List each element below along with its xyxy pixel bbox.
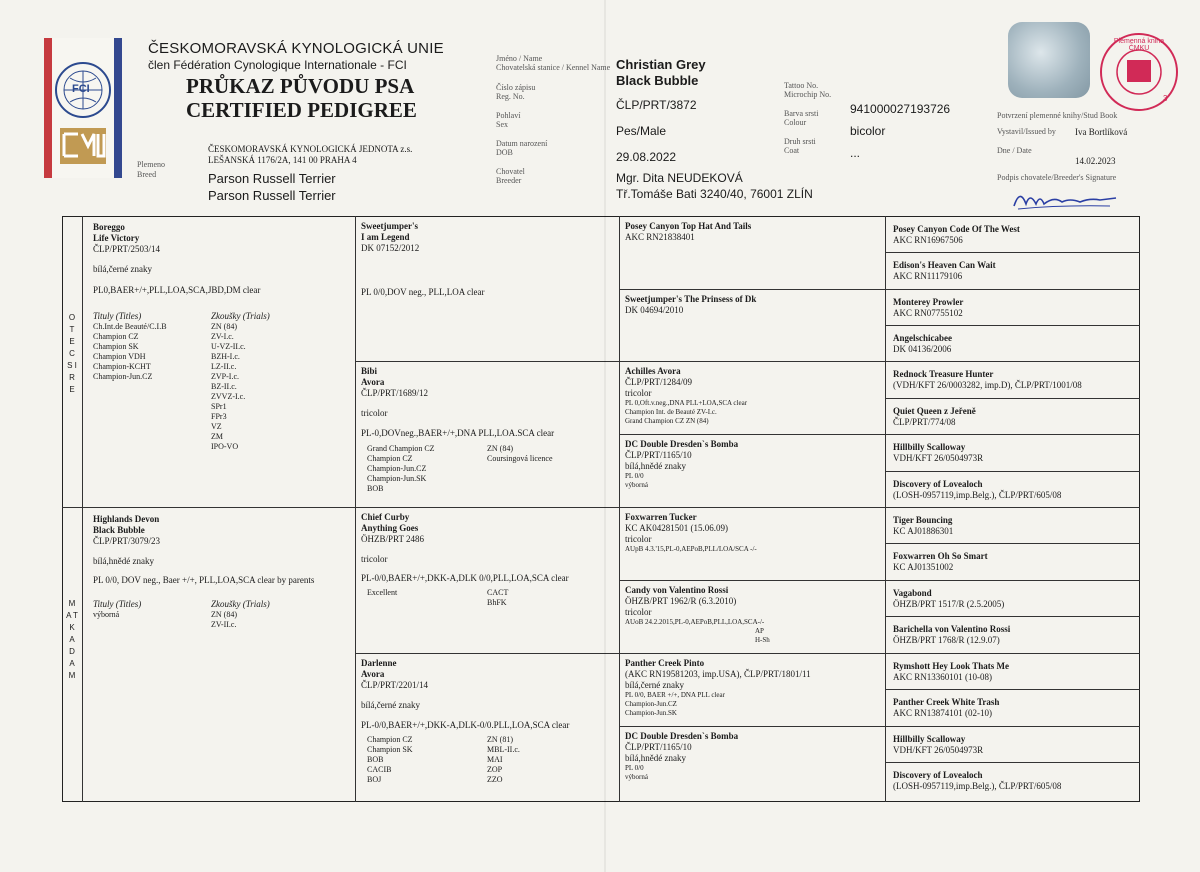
- sire-trial: SPr1: [211, 402, 227, 411]
- dam-color: bílá,hnědé znaky: [93, 556, 154, 566]
- dam-sire-trial: CACT: [487, 588, 509, 597]
- sire-dam-health: PL-0,DOVneg.,BAER+/+,DNA PLL,LOA.SCA clear: [361, 428, 555, 438]
- dam-health: PL 0/0, DOV neg., Baer +/+, PLL,LOA,SCA clear by parents: [93, 575, 315, 585]
- issued-by-value: Iva Bortlíková: [1075, 127, 1128, 137]
- dam-sire-reg: ÖHZB/PRT 2486: [361, 534, 425, 544]
- gen4-name: Edison's Heaven Can Wait: [893, 260, 996, 270]
- dam-title: výborná: [93, 610, 120, 619]
- gen4-cell: [887, 655, 1139, 688]
- gen4-cell: [887, 728, 1139, 761]
- gen3-line: Champion-Jun.SK: [625, 709, 677, 717]
- dog-name-line-2: Black Bubble: [616, 73, 699, 88]
- gen4-name: Vagabond: [893, 588, 932, 598]
- sire-dam-title: Champion-Jun.SK: [367, 474, 427, 483]
- grid-line: [885, 762, 1140, 763]
- grid-line: [885, 216, 886, 802]
- sire-color: bílá,černé znaky: [93, 264, 152, 274]
- gen3-cell: [621, 291, 884, 361]
- sire-dam-color: tricolor: [361, 408, 388, 418]
- gen4-cell: [887, 473, 1139, 506]
- fci-member: člen Fédération Cynologique Internationale - FCI: [148, 58, 407, 72]
- dam-cell: [83, 510, 354, 800]
- sire-sire-cell: [357, 218, 618, 360]
- grid-line: [885, 398, 1140, 399]
- sire-title: Champion-KCHT: [93, 362, 151, 371]
- name-label-en: Chovatelská stanice / Kennel Name: [496, 63, 611, 72]
- dog-reg-no: ČLP/PRT/3872: [616, 98, 697, 112]
- gen3-line: tricolor: [625, 607, 652, 617]
- paper-fold: [604, 0, 606, 872]
- sire-trial: BZH-I.c.: [211, 352, 240, 361]
- gen4-reg: ČLP/PRT/774/08: [893, 417, 956, 427]
- dam-dam-cell: [357, 655, 618, 800]
- gen3-line: ČLP/PRT/1165/10: [625, 450, 692, 460]
- gen3-line: bílá,hnědé znaky: [625, 753, 686, 763]
- gen4-name: Foxwarren Oh So Smart: [893, 551, 988, 561]
- dam-trials-label: Zkoušky (Trials): [211, 599, 270, 609]
- side-label-dam: M A T K A D A M: [66, 599, 78, 680]
- title-en: CERTIFIED PEDIGREE: [186, 98, 417, 122]
- org-name: ČESKOMORAVSKÁ KYNOLOGICKÁ UNIE: [148, 40, 444, 57]
- sire-dam-reg: ČLP/PRT/1689/12: [361, 388, 428, 398]
- gen3-line: tricolor: [625, 534, 652, 544]
- gen4-name: Posey Canyon Code Of The West: [893, 224, 1020, 234]
- sire-title: Champion CZ: [93, 332, 139, 341]
- signature-label: Podpis chovatele/Breeder's Signature: [997, 173, 1117, 182]
- gen4-cell: [887, 327, 1139, 360]
- gen3-name: Achilles Avora: [625, 366, 681, 376]
- dam-reg: ČLP/PRT/3079/23: [93, 536, 160, 546]
- sire-dam-trial: ZN (84): [487, 444, 513, 453]
- gen4-cell: [887, 545, 1139, 579]
- gen4-reg: ÖHZB/PRT 1517/R (2.5.2005): [893, 599, 1005, 609]
- sire-cell: [83, 218, 354, 506]
- gen3-line: bílá,černé znaky: [625, 680, 684, 690]
- sire-dam-trial: Coursingová licence: [487, 454, 553, 463]
- gen3-line: DK 04694/2010: [625, 305, 684, 315]
- dam-dam-title: BOB: [367, 755, 384, 764]
- gen4-name: Hillbilly Scalloway: [893, 734, 966, 744]
- dam-dam-title: BOJ: [367, 775, 382, 784]
- dam-dam-trial: ZN (81): [487, 735, 513, 744]
- dam-trial: ZN (84): [211, 610, 237, 619]
- gen3-name: DC Double Dresden`s Bomba: [625, 731, 739, 741]
- gen3-line: PL 0,Oft.v.neg.,DNA PLL+LOA,SCA clear: [625, 399, 748, 407]
- gen4-name: Quiet Queen z Jeřeně: [893, 406, 976, 416]
- gen4-name: Panther Creek White Trash: [893, 697, 1000, 707]
- sire-trial: ZN (84): [211, 322, 237, 331]
- breeder-name: Mgr. Dita NEUDEKOVÁ: [616, 171, 743, 185]
- reg-label-en: Reg. No.: [496, 92, 525, 101]
- dam-dam-color: bílá,černé znaky: [361, 700, 420, 710]
- stud-book-label: Potvrzení plemenné knihy/Stud Book: [997, 111, 1118, 120]
- breeder-label-en: Breeder: [496, 176, 522, 185]
- dam-sire-trial: BhFK: [487, 598, 507, 607]
- gen3-line: H-Sh: [755, 636, 770, 644]
- colour-value: bicolor: [850, 124, 886, 138]
- sire-reg: ČLP/PRT/2503/14: [93, 244, 160, 254]
- gen3-cell: [621, 655, 884, 725]
- fci-logo-text: FCI: [72, 83, 90, 95]
- gen4-reg: AKC RN07755102: [893, 308, 963, 318]
- sire-title: Ch.Int.de Beauté/C.I.B: [93, 322, 167, 331]
- dam-sire-health: PL-0/0,BAER+/+,DKK-A,DLK 0/0,PLL,LOA,SCA clear: [361, 573, 569, 583]
- gen4-cell: [887, 254, 1139, 288]
- breed-value-en: Parson Russell Terrier: [208, 188, 336, 203]
- dam-dam-trial: MBL-II.c.: [487, 745, 520, 754]
- breeder-address: Tř.Tomáše Bati 3240/40, 76001 ZLÍN: [616, 187, 813, 201]
- sire-sire-reg: DK 07152/2012: [361, 243, 420, 253]
- club-line-1: ČESKOMORAVSKÁ KYNOLOGICKÁ JEDNOTA z.s.: [208, 144, 413, 154]
- hologram-seal: [1008, 22, 1090, 98]
- sire-sire-health: PL 0/0,DOV neg., PLL,LOA clear: [361, 287, 485, 297]
- gen3-line: Champion-Jun.CZ: [625, 700, 677, 708]
- dam-sire-title: Excellent: [367, 588, 398, 597]
- sire-trial: ZV-I.c.: [211, 332, 234, 341]
- gen3-line: tricolor: [625, 388, 652, 398]
- dam-titles-label: Tituly (Titles): [93, 599, 142, 609]
- gen3-line: AUoB 24.2.2015,PL-0,AEPoB,PLL,LOA,SCA-/-: [625, 618, 765, 626]
- sire-trial: ZVVZ-I.c.: [211, 392, 246, 401]
- stamp-number: 3: [1163, 94, 1168, 103]
- dam-dam-health: PL-0/0,BAER+/+,DKK-A,DLK-0/0.PLL,LOA,SCA clear: [361, 720, 570, 730]
- gen3-line: Champion Int. de Beauté ZV-I.c.: [625, 408, 717, 416]
- grid-line: [885, 252, 1140, 253]
- reg-label-cz: Číslo zápisu: [496, 83, 536, 92]
- gen4-reg: ÖHZB/PRT 1768/R (12.9.07): [893, 635, 1000, 645]
- issued-by-label: Vystavil/Issued by: [997, 127, 1056, 136]
- gen3-line: Grand Champion CZ ZN (84): [625, 417, 709, 425]
- breeder-label-cz: Chovatel: [496, 167, 525, 176]
- gen4-name: Monterey Prowler: [893, 297, 964, 307]
- gen4-reg: AKC RN16967506: [893, 235, 963, 245]
- grid-line: [619, 434, 1140, 435]
- dam-dam-name-2: Avora: [361, 669, 385, 679]
- gen3-name: Sweetjumper's The Prinsess of Dk: [625, 294, 757, 304]
- gen3-line: ČLP/PRT/1165/10: [625, 742, 692, 752]
- dob-label-en: DOB: [496, 148, 513, 157]
- dam-dam-reg: ČLP/PRT/2201/14: [361, 680, 428, 690]
- colour-label-cz: Barva srsti: [784, 109, 819, 118]
- gen3-cell: [621, 509, 884, 579]
- grid-line: [355, 216, 356, 802]
- gen4-cell: [887, 582, 1139, 615]
- sire-title: Champion-Jun.CZ: [93, 372, 153, 381]
- coat-label-en: Coat: [784, 146, 800, 155]
- dam-dam-title: Champion CZ: [367, 735, 413, 744]
- sire-trial: VZ: [211, 422, 222, 431]
- gen4-cell: [887, 509, 1139, 542]
- gen3-line: KC AK04281501 (15.06.09): [625, 523, 728, 533]
- dam-dam-title: Champion SK: [367, 745, 413, 754]
- gen4-name: Hillbilly Scalloway: [893, 442, 966, 452]
- gen4-reg: AKC RN13874101 (02-10): [893, 708, 992, 718]
- gen4-reg: KC AJ01886301: [893, 526, 954, 536]
- coat-label-cz: Druh srsti: [784, 137, 816, 146]
- sire-trial: ZVP-I.c.: [211, 372, 239, 381]
- club-line-2: LEŠANSKÁ 1176/2A, 141 00 PRAHA 4: [208, 155, 357, 165]
- gen4-cell: [887, 363, 1139, 397]
- dog-sex: Pes/Male: [616, 124, 667, 138]
- tattoo-label-cz: Tattoo No.: [784, 81, 819, 90]
- gen4-reg: AKC RN13360101 (10-08): [893, 672, 992, 682]
- name-label-cz: Jméno / Name: [496, 54, 543, 63]
- gen4-name: Discovery of Lovealoch: [893, 479, 983, 489]
- grid-line: [885, 543, 1140, 544]
- sire-trials-label: Zkoušky (Trials): [211, 311, 270, 321]
- stamp-text: Plemenná kniha ČMKU: [1113, 38, 1165, 52]
- gen4-cell: [887, 618, 1139, 652]
- gen3-name: Candy von Valentino Rossi: [625, 585, 729, 595]
- grid-line: [885, 471, 1140, 472]
- sire-trial: BZ-II.c.: [211, 382, 237, 391]
- gen4-cell: [887, 764, 1139, 800]
- grid-line: [355, 653, 1140, 654]
- gen3-cell: [621, 363, 884, 433]
- gen4-cell: [887, 400, 1139, 433]
- cmku-logo: [44, 38, 122, 178]
- side-label-sire: O T E C S I R E: [67, 313, 77, 394]
- dam-sire-name-2: Anything Goes: [361, 523, 419, 533]
- grid-line: [62, 507, 1140, 508]
- gen4-cell: [887, 291, 1139, 324]
- issue-date: 14.02.2023: [1075, 156, 1116, 166]
- sire-health: PL0,BAER+/+,PLL,LOA,SCA,JBD,DM clear: [93, 285, 261, 295]
- gen3-line: ÖHZB/PRT 1962/R (6.3.2010): [625, 596, 737, 606]
- microchip-value: 941000027193726: [850, 102, 951, 116]
- gen4-name: Tiger Bouncing: [893, 515, 953, 525]
- dam-dam-trial: MAI: [487, 755, 503, 764]
- dam-sire-name-1: Chief Curby: [361, 512, 410, 522]
- gen3-line: AUpB 4.3.'15,PL-0,AEPoB,PLL/LOA/SCA -/-: [625, 545, 757, 553]
- gen4-name: Rednock Treasure Hunter: [893, 369, 994, 379]
- sire-title: Champion VDH: [93, 352, 146, 361]
- sire-dam-title: BOB: [367, 484, 384, 493]
- sex-label-en: Sex: [496, 120, 508, 129]
- gen4-reg: VDH/KFT 26/0504973R: [893, 453, 984, 463]
- gen3-line: AP: [755, 627, 764, 635]
- gen3-line: PL 0/0: [625, 764, 644, 772]
- grid-line: [619, 726, 1140, 727]
- dam-name-2: Black Bubble: [93, 525, 145, 535]
- gen4-name: Discovery of Lovealoch: [893, 770, 983, 780]
- sire-titles-label: Tituly (Titles): [93, 311, 142, 321]
- grid-line: [885, 616, 1140, 617]
- gen3-line: výborná: [625, 773, 648, 781]
- gen3-line: AKC RN21838401: [625, 232, 695, 242]
- gen4-reg: (VDH/KFT 26/0003282, imp.D), ČLP/PRT/1001/08: [893, 380, 1082, 390]
- stud-book-stamp: [1097, 30, 1181, 114]
- gen3-line: PL 0/0, BAER +/+, DNA PLL clear: [625, 691, 725, 699]
- gen4-cell: [887, 691, 1139, 725]
- gen3-line: bílá,hnědé znaky: [625, 461, 686, 471]
- tattoo-label-en: Microchip No.: [784, 90, 832, 99]
- grid-line: [885, 689, 1140, 690]
- dam-name-1: Highlands Devon: [93, 514, 160, 524]
- grid-line: [355, 361, 1140, 362]
- dam-sire-cell: [357, 509, 618, 652]
- gen3-cell: [621, 436, 884, 506]
- breed-value-cz: Parson Russell Terrier: [208, 171, 336, 186]
- sire-dam-name-2: Avora: [361, 377, 385, 387]
- gen4-cell: [887, 436, 1139, 470]
- sire-title: Champion SK: [93, 342, 139, 351]
- dog-dob: 29.08.2022: [616, 150, 677, 164]
- sire-dam-title: Champion-Jun.CZ: [367, 464, 427, 473]
- gen4-name: Rymshott Hey Look Thats Me: [893, 661, 1010, 671]
- gen4-cell: [887, 218, 1139, 251]
- date-label: Dne / Date: [997, 146, 1032, 155]
- title-cz: PRŮKAZ PŮVODU PSA: [186, 74, 415, 98]
- dam-dam-trial: ZOP: [487, 765, 503, 774]
- dam-trial: ZV-II.c.: [211, 620, 237, 629]
- gen4-reg: AKC RN11179106: [893, 271, 963, 281]
- gen3-line: PL 0/0: [625, 472, 644, 480]
- gen3-name: DC Double Dresden`s Bomba: [625, 439, 739, 449]
- sex-label-cz: Pohlaví: [496, 111, 521, 120]
- grid-line: [619, 289, 1140, 290]
- sire-sire-name-1: Sweetjumper's: [361, 221, 418, 231]
- sire-dam-name-1: Bibi: [361, 366, 378, 376]
- breeder-signature: [1010, 184, 1120, 214]
- gen4-name: Angelschicabee: [893, 333, 952, 343]
- breed-label-en: Breed: [137, 170, 157, 179]
- grid-line: [619, 216, 620, 802]
- sire-sire-name-2: I am Legend: [361, 232, 410, 242]
- gen4-reg: VDH/KFT 26/0504973R: [893, 745, 984, 755]
- coat-value: ...: [850, 146, 861, 160]
- sire-dam-title: Champion CZ: [367, 454, 413, 463]
- gen3-line: ČLP/PRT/1284/09: [625, 377, 692, 387]
- gen3-cell: [621, 218, 884, 288]
- sire-trial: U-VZ-II.c.: [211, 342, 246, 351]
- gen3-name: Posey Canyon Top Hat And Tails: [625, 221, 752, 231]
- dog-name-line-1: Christian Grey: [616, 57, 706, 72]
- grid-line: [885, 325, 1140, 326]
- gen3-name: Panther Creek Pinto: [625, 658, 705, 668]
- dam-dam-title: CACIB: [367, 765, 392, 774]
- gen3-line: (AKC RN19581203, imp.USA), ČLP/PRT/1801/11: [625, 669, 811, 679]
- gen3-cell: [621, 582, 884, 652]
- gen4-reg: (LOSH-0957119,imp.Belg.), ČLP/PRT/605/08: [893, 490, 1062, 500]
- gen3-line: výborná: [625, 481, 648, 489]
- breed-label-cz: Plemeno: [137, 160, 165, 169]
- gen4-name: Barichella von Valentino Rossi: [893, 624, 1011, 634]
- sire-name-1: Boreggo: [93, 222, 125, 232]
- gen4-reg: DK 04136/2006: [893, 344, 952, 354]
- sire-name-2: Life Victory: [93, 233, 140, 243]
- sire-trial: ZM: [211, 432, 223, 441]
- dam-dam-trial: ZZO: [487, 775, 503, 784]
- sire-dam-cell: [357, 363, 618, 506]
- sire-trial: LZ-II.c.: [211, 362, 237, 371]
- sire-trial: FPr3: [211, 412, 227, 421]
- colour-label-en: Colour: [784, 118, 807, 127]
- dam-sire-color: tricolor: [361, 554, 388, 564]
- gen3-cell: [621, 728, 884, 800]
- gen4-reg: (LOSH-0957119,imp.Belg.), ČLP/PRT/605/08: [893, 781, 1062, 791]
- gen3-name: Foxwarren Tucker: [625, 512, 697, 522]
- sire-trial: IPO-VO: [211, 442, 239, 451]
- grid-line: [619, 580, 1140, 581]
- sire-dam-title: Grand Champion CZ: [367, 444, 435, 453]
- dam-dam-name-1: Darlenne: [361, 658, 397, 668]
- gen4-reg: KC AJ01351002: [893, 562, 954, 572]
- dob-label-cz: Datum narození: [496, 139, 548, 148]
